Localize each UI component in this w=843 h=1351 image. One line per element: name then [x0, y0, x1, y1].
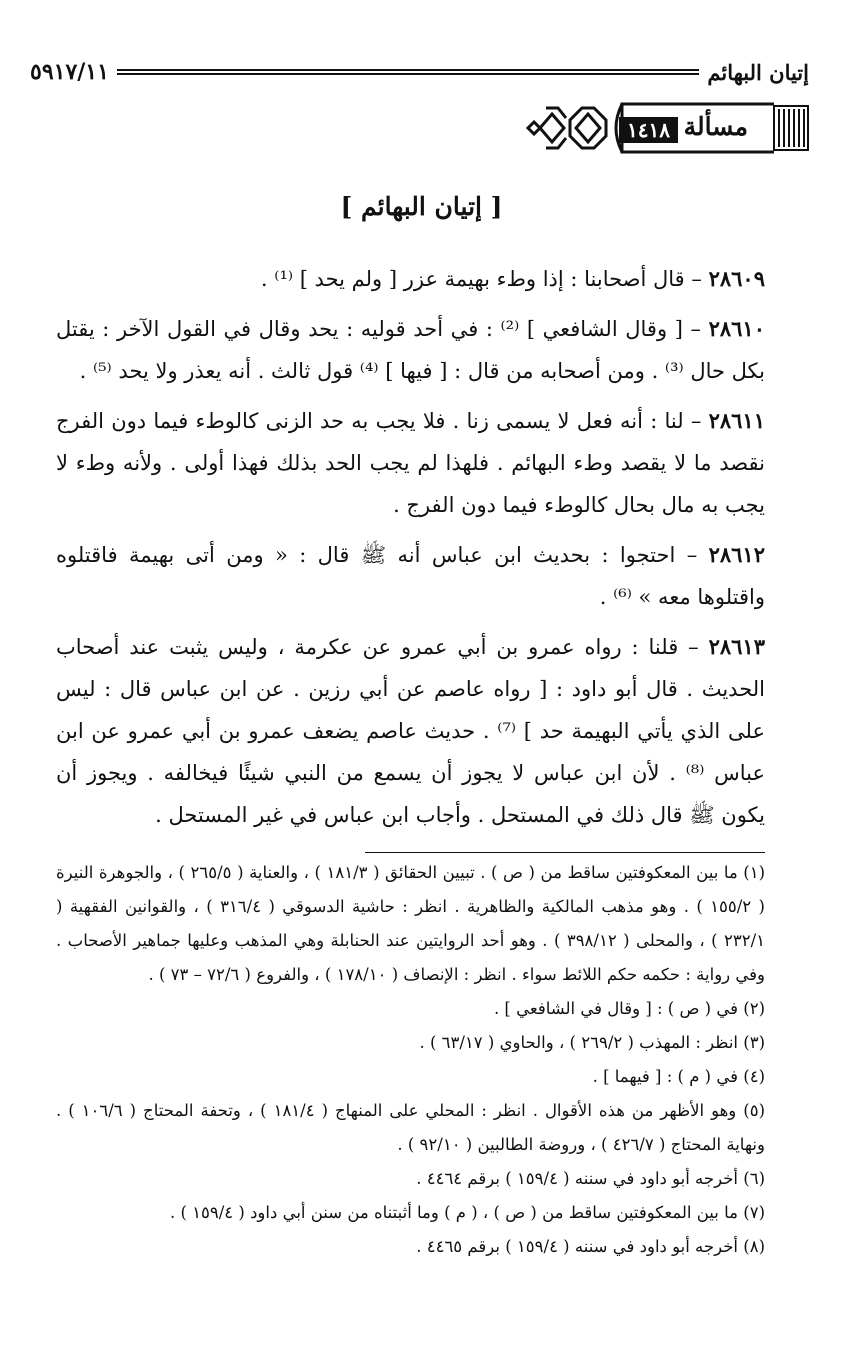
footnote-separator	[365, 852, 765, 853]
masala-banner	[526, 100, 810, 158]
footnote: (١) ما بين المعكوفتين ساقط من ( ص ) . تبيين الحقائق ( ١٨١/٣ ) ، والعناية ( ٢٦٥/٥ ) ، والجوهرة النيرة ( ١٥٥/٢ ) . وهو مذهب المالكية والظاهرية . انظر : حاشية الدسوقي ( ٣١٦/٤ ) ، والقوانين الفقهية ( ٢٣٢/١ ) ، والمحلى ( ٣٩٨/١٢ ) . وهو أحد الروايتين عند الحنابلة وهي المذهب وعليها جماهير الأصحاب . وفي رواية : حكمه حكم اللائط سواء . انظر : الإنصاف ( ١٧٨/١٠ ) ، والفروع ( ٧٢/٦ – ٧٣ ) .	[56, 863, 766, 984]
main-text	[56, 258, 765, 844]
page-reference: ٥٩١٧/١١	[30, 59, 109, 85]
paragraph-number: ٢٨٦١١	[708, 408, 765, 433]
running-title: إتيان البهائم	[707, 59, 809, 85]
paragraph	[56, 308, 765, 392]
footnote: (٥) وهو الأظهر من هذه الأقوال . انظر : المحلي على المنهاج ( ١٨١/٤ ) ، وتحفة المحتاج ( ١٠٦/٦ ) . ونهاية المحتاج ( ٤٢٦/٧ ) ، وروضة الطالبين ( ٩٢/١٠ ) .	[56, 1101, 765, 1154]
header-rule	[117, 69, 699, 75]
masala-number: ١٤١٨	[619, 117, 678, 143]
section-title	[0, 192, 843, 221]
paragraph	[56, 534, 765, 618]
paragraph	[56, 258, 765, 300]
running-header	[30, 52, 809, 92]
footnote: (٦) أخرجه أبو داود في سننه ( ١٥٩/٤ ) برقم ٤٤٦٤ .	[416, 1169, 765, 1188]
footnotes	[56, 856, 765, 1264]
paragraph-number: ٢٨٦١٠	[708, 316, 765, 341]
footnote: (٨) أخرجه أبو داود في سننه ( ١٥٩/٤ ) برقم ٤٤٦٥ .	[416, 1237, 765, 1256]
masala-label: مسألة	[683, 112, 748, 141]
paragraph-text: – احتجوا : بحديث ابن عباس أنه ﷺ قال : « ومن أتى بهيمة فاقتلوه واقتلوها معه » ⁽⁶⁾ .	[56, 543, 765, 609]
paragraph-text: – [ وقال الشافعي ] ⁽²⁾ : في أحد قوليه : يحد وقال في القول الآخر : يقتل بكل حال ⁽³⁾ . ومن أصحابه من قال : [ فيها ] ⁽⁴⁾ قول ثالث . أنه يعذر ولا يحد ⁽⁵⁾ .	[56, 317, 765, 383]
paragraph-number: ٢٨٦١٣	[708, 634, 765, 659]
paragraph	[56, 400, 765, 526]
paragraph-text: – لنا : أنه فعل لا يسمى زنا . فلا يجب به حد الزنى كالوطء فيما دون الفرج نقصد ما لا يقصد وطء البهائم . فلهذا لم يجب الحد بذلك فهذا أولى . ولأنه وطء لا يجب به مال بحال كالوطء فيما دون الفرج .	[56, 409, 765, 517]
footnote: (٤) في ( م ) : [ فيهما ] .	[592, 1067, 765, 1086]
footnote: (٢) في ( ص ) : [ وقال في الشافعي ] .	[493, 999, 765, 1018]
paragraph-text: – قال أصحابنا : إذا وطء بهيمة عزر [ ولم يحد ] ⁽¹⁾ .	[260, 267, 702, 291]
footnote: (٣) انظر : المهذب ( ٢٦٩/٢ ) ، والحاوي ( ٦٣/١٧ ) .	[419, 1033, 765, 1052]
paragraph-number: ٢٨٦٠٩	[708, 266, 765, 291]
footnote: (٧) ما بين المعكوفتين ساقط من ( ص ) ، ( م ) وما أثبتناه من سنن أبي داود ( ١٥٩/٤ ) .	[169, 1203, 765, 1222]
section-title-text: [ إتيان البهائم ]	[340, 192, 503, 221]
paragraph-text: – قلنا : رواه عمرو بن أبي عمرو عن عكرمة ، وليس يثبت عند أصحاب الحديث . قال أبو داود : [ رواه عاصم عن أبي رزين . عن ابن عباس قال : ليس على الذي يأتي البهيمة حد ] ⁽⁷⁾ . حديث عاصم يضعف عمرو بن أبي عمرو عن ابن عباس ⁽⁸⁾ . لأن ابن عباس لا يجوز أن يسمع من النبي شيئًا فيخالفه . ويجوز أن يكون ﷺ قال ذلك في المستحل . وأجاب ابن عباس في غير المستحل .	[56, 635, 765, 827]
paragraph	[56, 626, 765, 836]
paragraph-number: ٢٨٦١٢	[708, 542, 765, 567]
